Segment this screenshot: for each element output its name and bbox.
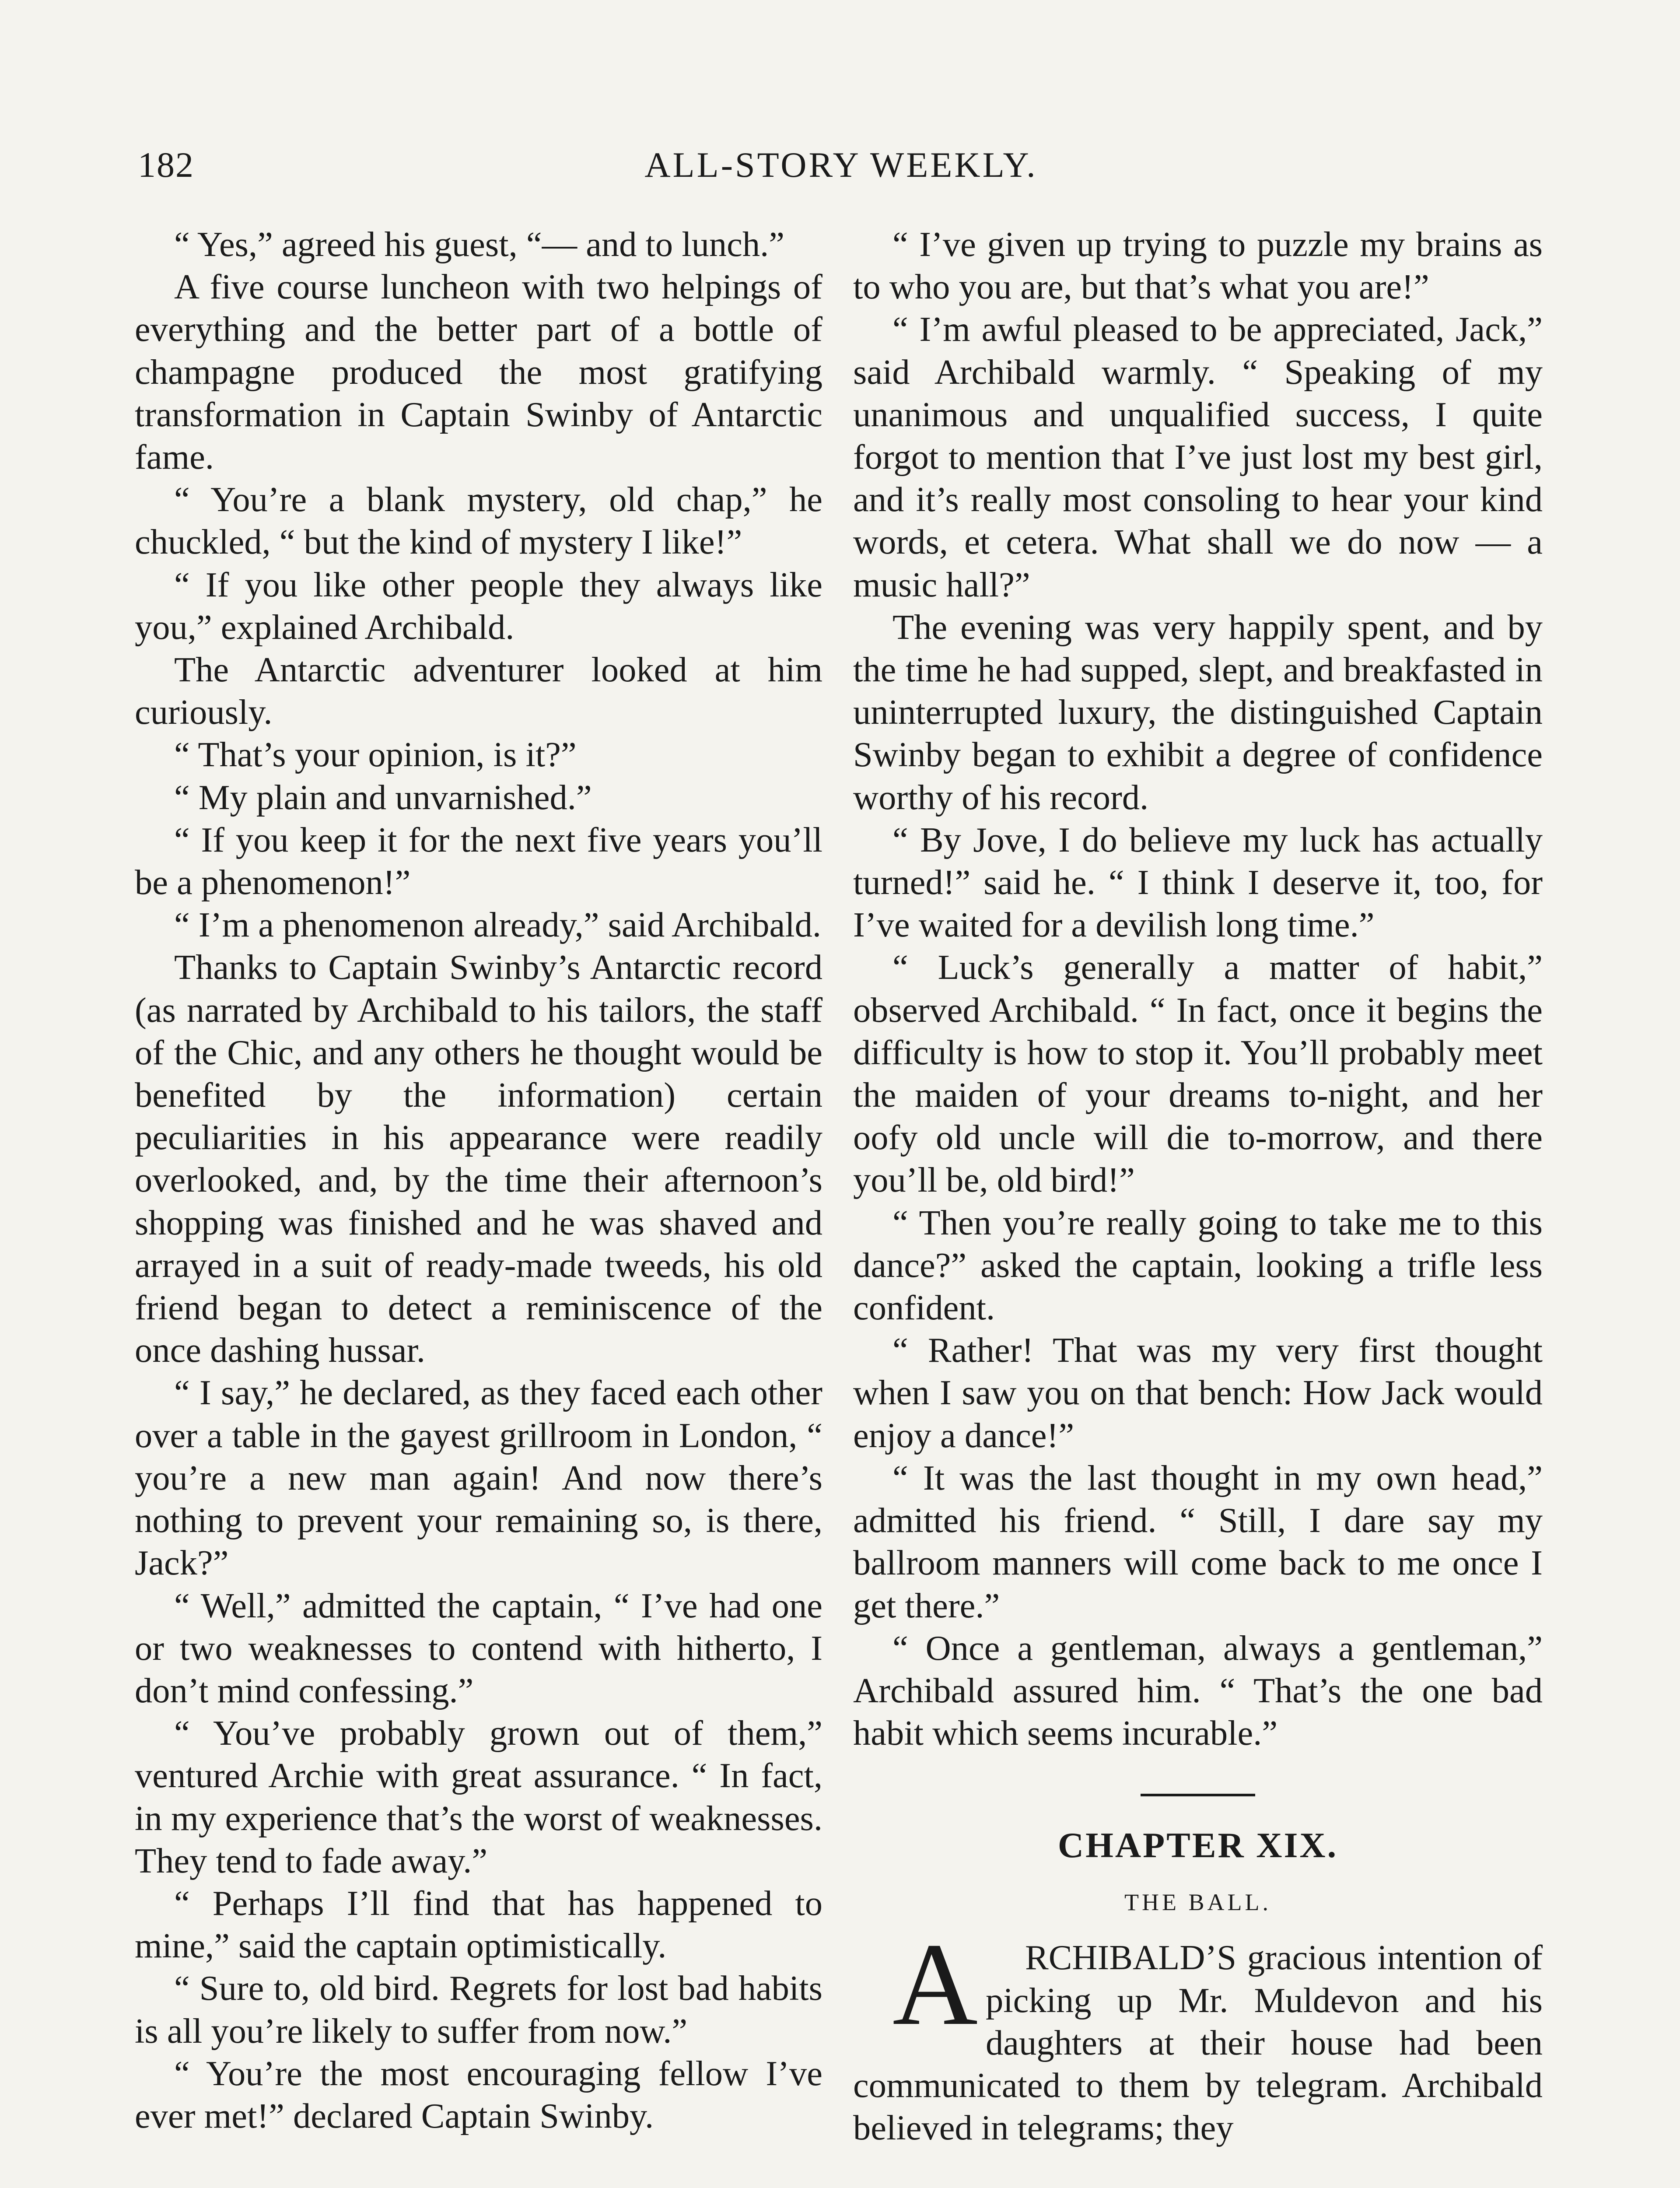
page-header bbox=[138, 144, 1544, 193]
paragraph: “ Perhaps I’ll find that has happened to mine,” said the captain optimistically. bbox=[135, 1883, 822, 1966]
page-number: 182 bbox=[138, 145, 194, 185]
chapter-title: CHAPTER XIX. bbox=[1057, 1825, 1338, 1865]
paragraph: “ Rather! That was my very first thought when I saw you on that bench: How Jack would enjoy a dance!” bbox=[853, 1331, 1543, 1455]
paragraph: “ Once a gentleman, always a gentleman,” Archibald assured him. “ That’s the one bad habit which seems incurable.” bbox=[853, 1628, 1543, 1753]
paragraph: A five course luncheon with two helpings of everything and the better part of a bottle of champagne produced the most gratifying transformation in Captain Swinby of Antarctic fame. bbox=[135, 267, 822, 477]
paragraph: “ You’ve probably grown out of them,” ventured Archie with great assurance. “ In fact, in my experience that’s the worst of weaknesses. They tend to fade away.” bbox=[135, 1714, 822, 1880]
paragraph: Thanks to Captain Swinby’s Antarctic record (as narrated by Archibald to his tailors, the staff of the Chic, and any others he thought would be benefited by the information) certain peculiarities in his appearance were readily overlooked, and, by the time their afternoon’s shopping was finished and he was shaved and arrayed in a suit of ready-made tweeds, his old friend began to detect a reminiscence of the once dashing hussar. bbox=[135, 948, 822, 1370]
paragraph: “ Sure to, old bird. Regrets for lost bad habits is all you’re likely to suffer from now.” bbox=[135, 1969, 822, 2051]
paragraph: “ It was the last thought in my own head,” admitted his friend. “ Still, I dare say my ballroom manners will come back to me once I get there.” bbox=[853, 1458, 1543, 1625]
paragraph: “ You’re the most encouraging fellow I’ve ever met!” declared Captain Swinby. bbox=[135, 2054, 822, 2135]
continued-paragraph: “ I’ve given up trying to puzzle my brains as to who you are, but that’s what you are!” bbox=[853, 225, 1543, 307]
paragraph: “ You’re a blank mystery, old chap,” he chuckled, “ but the kind of mystery I like!” bbox=[135, 480, 822, 562]
running-title: ALL-STORY WEEKLY. bbox=[644, 145, 1038, 185]
left-column bbox=[135, 223, 822, 2137]
paragraph: “ I’m a phenomenon already,” said Archibald. bbox=[174, 905, 821, 945]
section-divider bbox=[1141, 1794, 1255, 1796]
paragraph: “ By Jove, I do believe my luck has actually turned!” said he. “ I think I deserve it, too, for I’ve waited for a devilish long time.” bbox=[853, 820, 1543, 945]
paragraph: “ If you like other people they always like you,” explained Archibald. bbox=[135, 565, 822, 647]
paragraph: “ If you keep it for the next five years you’ll be a phenomenon!” bbox=[135, 820, 822, 902]
chapter-subtitle: THE BALL. bbox=[1124, 1889, 1271, 1916]
paragraph: The evening was very happily spent, and by the time he had supped, slept, and breakfasted in uninterrupted luxury, the distinguished Captain Swinby began to exhibit a degree of confidence worthy of his record. bbox=[853, 607, 1543, 817]
paragraph: “ Well,” admitted the captain, “ I’ve had one or two weaknesses to contend with hitherto, I don’t mind confessing.” bbox=[135, 1586, 822, 1710]
paragraph: “ I say,” he declared, as they faced each other over a table in the gayest grillroom in London, “ you’re a new man again! And now there’s nothing to prevent your remaining so, is there, Jack?” bbox=[135, 1373, 822, 1583]
paragraph: “ My plain and unvarnished.” bbox=[174, 778, 592, 817]
paragraph: The Antarctic adventurer looked at him curiously. bbox=[135, 650, 822, 732]
paragraph: “ That’s your opinion, is it?” bbox=[174, 735, 577, 775]
chapter-opening-paragraph bbox=[853, 1919, 1543, 2149]
paragraph: “ I’m awful pleased to be appreciated, Jack,” said Archibald warmly. “ Speaking of my unanimous and unqualified success, I quite forgot to mention that I’ve just lost my best girl, and it’s really most consoling to hear your kind words, et cetera. What shall we do now — a music hall?” bbox=[853, 310, 1543, 604]
chapter-opening-text: RCHIBALD’S gracious intention of picking up Mr. Muldevon and his daughters at their house had been communicated to them by telegram. Archibald believed in telegrams; they bbox=[853, 1938, 1543, 2148]
paragraph: “ Then you’re really going to take me to this dance?” asked the captain, looking a trifle less confident. bbox=[853, 1203, 1543, 1328]
paragraph: “ Luck’s generally a matter of habit,” observed Archibald. “ In fact, once it begins the difficulty is how to stop it. You’ll probably meet the maiden of your dreams to-night, and her oofy old uncle will die to-morrow, and there you’ll be, old bird!” bbox=[853, 948, 1543, 1200]
right-column bbox=[853, 223, 1543, 2149]
drop-cap: A bbox=[892, 1919, 978, 2050]
paragraph: “ Yes,” agreed his guest, “— and to lunch.” bbox=[174, 225, 784, 264]
